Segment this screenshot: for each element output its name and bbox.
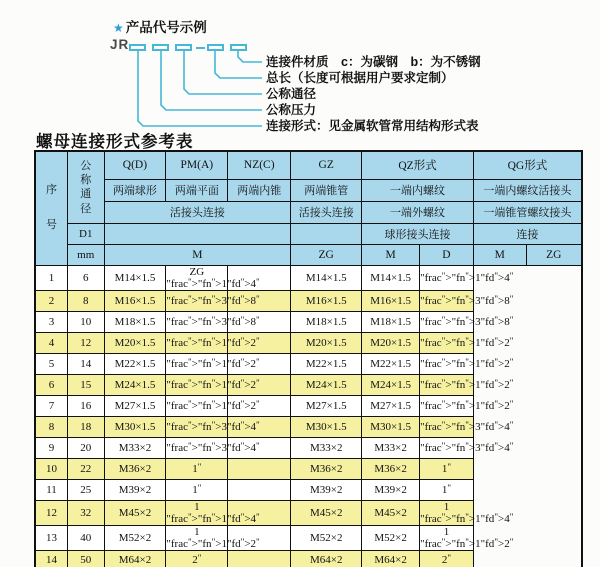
header-col-m3: M [473,244,526,265]
table-row [35,550,582,567]
cell-qz_m [228,479,291,500]
cell-qz_d: M30×1.5 [291,416,362,437]
cell-mm: 25 [67,479,104,500]
cell-qg_m: M39×2 [362,479,420,500]
cell-qz_d: M18×1.5 [291,311,362,332]
cell-m: M45×2 [104,500,166,525]
cell-m: M27×1.5 [104,395,166,416]
header-nz-sub: 两端内锥 [228,179,291,201]
code-label-material: 连接件材质 c：为碳钢 b：为不锈钢 [266,55,481,69]
table-row [35,458,582,479]
cell-mm: 12 [67,332,104,353]
table-row [35,437,582,458]
header-col-zg2: ZG [526,244,582,265]
cell-no: 8 [35,416,67,437]
cell-qg_zg: "frac">"fn">3"fd">4" [420,437,474,458]
header-type-qz: QZ形式 [362,151,474,179]
product-code-prefix: JR [110,37,130,52]
cell-no: 2 [35,290,67,311]
code-label-conn-form: 连接形式：见金属软管常用结构形式表 [266,119,479,133]
table-row [35,311,582,332]
header-dn: 公称通径 [67,151,104,223]
cell-qg_m: M27×1.5 [362,395,420,416]
header-seq: 序号 [35,151,67,265]
cell-no: 7 [35,395,67,416]
cell-no: 3 [35,311,67,332]
cell-qg_m: M36×2 [362,458,420,479]
cell-qz_d: M22×1.5 [291,353,362,374]
header-col-m2: M [362,244,420,265]
cell-qz_d: M39×2 [291,479,362,500]
cell-qg_m: M30×1.5 [362,416,420,437]
header-col-m1: M [104,244,291,265]
cell-m: M14×1.5 [104,265,166,290]
cell-mm: 10 [67,311,104,332]
header-d1: D1 [67,223,104,244]
header-pm-sub: 两端平面 [166,179,228,201]
cell-qg_m: M22×1.5 [362,353,420,374]
table-row [35,353,582,374]
cell-zg: "frac">"fn">3" " " [166,437,228,458]
table-body [35,265,582,567]
table-row [35,525,582,550]
table-row [35,332,582,353]
cell-mm: 6 [67,265,104,290]
header-qg-sub1: 一端内螺纹活接头 [473,179,582,201]
table-title: 螺母连接形式参考表 [36,132,194,151]
cell-m: M30×1.5 [104,416,166,437]
cell-mm: 16 [67,395,104,416]
cell-qz_m [228,458,291,479]
cell-qz_d: M33×2 [291,437,362,458]
cell-no: 5 [35,353,67,374]
cell-qg_m: M20×1.5 [362,332,420,353]
code-label-diameter: 公称通径 [266,87,317,101]
cell-qg_zg: "frac">"fn">1"fd">2" [420,332,474,353]
cell-zg: 1" [166,458,228,479]
cell-mm: 15 [67,374,104,395]
cell-qg_zg: "frac">"fn">3"fd">8" [420,290,474,311]
cell-qg_zg: 1" [420,479,474,500]
header-row-5 [35,244,582,265]
cell-qg_zg: "frac">"fn">1"fd">4" [420,265,474,290]
cell-qz_d: M36×2 [291,458,362,479]
cell-zg: 1 "frac">"fn">1" " " [166,525,260,550]
cell-qz_d: M20×1.5 [291,332,362,353]
cell-qz_d: M27×1.5 [291,395,362,416]
table-row [35,416,582,437]
header-qg-sub3: 连接 [473,223,582,244]
cell-no: 12 [35,500,67,525]
cell-qz_m [228,550,291,567]
cell-m: M24×1.5 [104,374,166,395]
cell-qg_m: M16×1.5 [362,290,420,311]
cell-qg_m: M18×1.5 [362,311,420,332]
cell-m: M18×1.5 [104,311,166,332]
cell-no: 6 [35,374,67,395]
cell-qg_zg: 2" [420,550,474,567]
cell-zg: "frac">"fn">3" " " [166,290,228,311]
cell-m: M36×2 [104,458,166,479]
cell-m: M52×2 [104,525,166,550]
table-row [35,290,582,311]
cell-qg_zg: "frac">"fn">3"fd">8" [420,311,474,332]
header-row-1 [35,151,582,179]
cell-qg_m: M14×1.5 [362,265,420,290]
cell-qz_d: M14×1.5 [291,265,362,290]
header-type-q: Q(D) [104,151,166,179]
code-label-pressure: 公称压力 [266,103,317,117]
cell-zg: ZG "frac">"fn">1" " " [166,265,260,290]
cell-m: M64×2 [104,550,166,567]
header-qz-sub2: 一端外螺纹 [362,201,474,223]
cell-qg_m: M45×2 [362,500,420,525]
cell-zg: "frac">"fn">1" " " [166,374,228,395]
cell-zg: "frac">"fn">1" " " [166,395,228,416]
cell-qg_m: M52×2 [362,525,420,550]
cell-zg: "frac">"fn">3" " " [166,311,228,332]
cell-no: 11 [35,479,67,500]
cell-no: 13 [35,525,67,550]
header-qg-sub2: 一端锥管螺纹接头 [473,201,582,223]
header-union-connection: 活接头连接 [104,201,291,223]
header-type-qg: QG形式 [473,151,582,179]
header-row-2 [35,179,582,201]
cell-zg: "frac">"fn">1" " " [166,332,228,353]
cell-qg_zg: "frac">"fn">3"fd">4" [420,416,474,437]
table-row [35,265,582,290]
nut-connection-table [34,150,583,567]
cell-qz_d: M52×2 [291,525,362,550]
cell-qz_d: M64×2 [291,550,362,567]
header-type-gz: GZ [291,151,362,179]
star-icon: ★ [113,21,124,35]
cell-zg: 1" [166,479,228,500]
cell-mm: 18 [67,416,104,437]
cell-qg_m: M33×2 [362,437,420,458]
cell-qg_zg: 1" [420,458,474,479]
cell-no: 9 [35,437,67,458]
header-qz-sub3: 球形接头连接 [362,223,474,244]
cell-mm: 8 [67,290,104,311]
cell-qz_d: M24×1.5 [291,374,362,395]
cell-qg_zg: 1 "frac">"fn">1"fd">4" [420,500,514,525]
table-row [35,500,582,525]
cell-mm: 14 [67,353,104,374]
table-row [35,479,582,500]
header-row-3 [35,201,582,223]
cell-mm: 50 [67,550,104,567]
cell-m: M16×1.5 [104,290,166,311]
header-mm: mm [67,244,104,265]
cell-no: 14 [35,550,67,567]
cell-mm: 40 [67,525,104,550]
header-row-4 [35,223,582,244]
header-gz-union: 活接头连接 [291,201,362,223]
header-gz-sub: 两端锥管 [291,179,362,201]
cell-m: M39×2 [104,479,166,500]
cell-zg: 2" [166,550,228,567]
header-col-zg1: ZG [291,244,362,265]
cell-qg_zg: "frac">"fn">1"fd">2" [420,353,474,374]
cell-m: M33×2 [104,437,166,458]
cell-m: M20×1.5 [104,332,166,353]
code-label-length: 总长（长度可根据用户要求定制） [266,71,454,85]
cell-mm: 22 [67,458,104,479]
cell-no: 1 [35,265,67,290]
header-empty-1 [104,223,291,244]
cell-zg: "frac">"fn">1" " " [166,353,228,374]
cell-zg: "frac">"fn">3" " " [166,416,228,437]
cell-mm: 20 [67,437,104,458]
cell-m: M22×1.5 [104,353,166,374]
cell-zg: 1 "frac">"fn">1" " " [166,500,260,525]
table-row [35,395,582,416]
cell-mm: 32 [67,500,104,525]
header-empty-2 [291,223,362,244]
cell-qg_m: M24×1.5 [362,374,420,395]
diagram-title-text: 产品代号示例 [125,20,207,35]
header-type-pm: PM(A) [166,151,228,179]
cell-qz_d: M45×2 [291,500,362,525]
header-col-d: D [420,244,474,265]
header-q-sub: 两端球形 [104,179,166,201]
cell-qg_zg: 1 "frac">"fn">1"fd">2" [420,525,514,550]
header-qz-sub1: 一端内螺纹 [362,179,474,201]
table-header [35,151,582,265]
cell-no: 4 [35,332,67,353]
cell-qg_zg: "frac">"fn">1"fd">2" [420,374,474,395]
cell-qg_m: M64×2 [362,550,420,567]
cell-qg_zg: "frac">"fn">1"fd">2" [420,395,474,416]
table-row [35,374,582,395]
header-type-nz: NZ(C) [228,151,291,179]
cell-no: 10 [35,458,67,479]
cell-qz_d: M16×1.5 [291,290,362,311]
